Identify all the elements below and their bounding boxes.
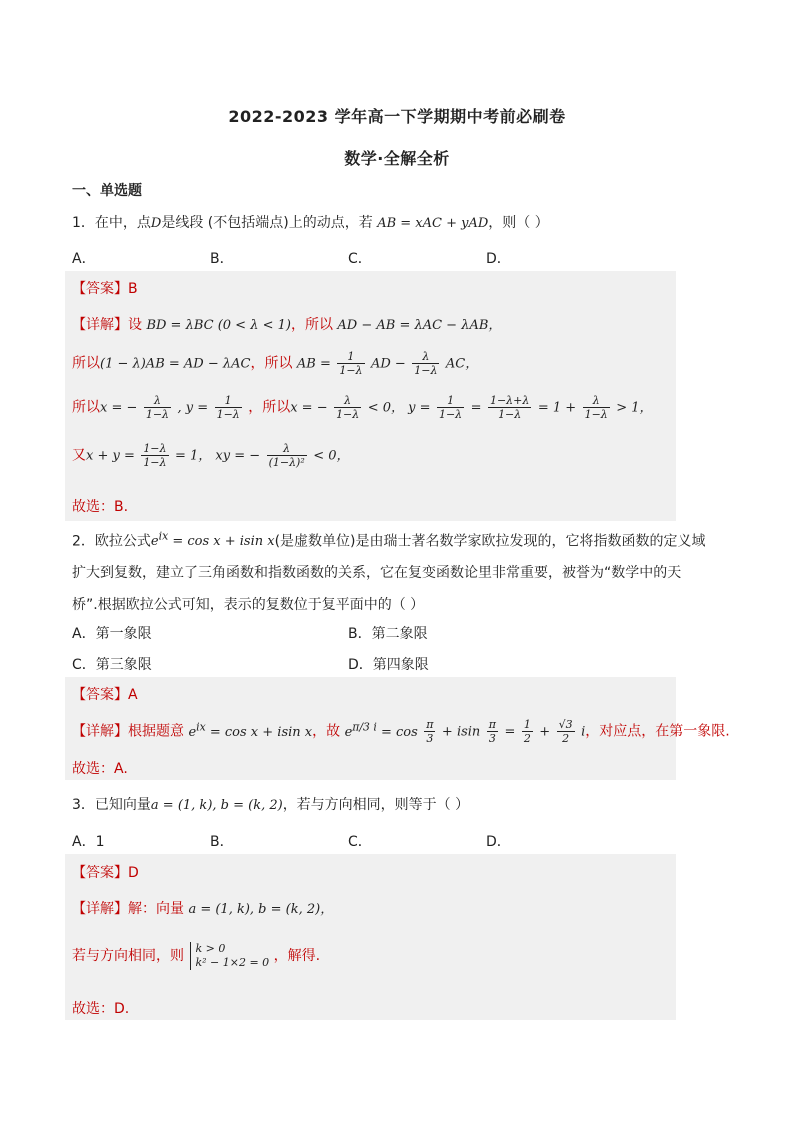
q3-option-a: A．1 [72, 834, 105, 850]
question-2-stem-line-2: 扩大到复数，建立了三角函数和指数函数的关系，它在复变函数论里非常重要，被誉为“数学中的天 [72, 565, 682, 581]
q3-choose: 故选：D. [72, 1001, 130, 1017]
q2-option-d: D．第四象限 [348, 657, 429, 673]
math-expr: a = (1, k), b = (k, 2)， [188, 902, 334, 917]
q1-detail-line-2: 所以(1 − λ)AB = AD − λAC，所以 AB = $\frac{1}{1-\lambda}$ AD − $\frac{\lambda}{1-\lambda}$ AC， [72, 350, 479, 377]
math-expr: $e^{ix} = \cos x + isin$ x [188, 720, 313, 740]
math-expr: (1 − λ)AB = AD − λAC [100, 356, 251, 372]
math-expr: = 1 + [537, 400, 577, 416]
fraction: $\frac{\lambda}{1-\lambda}$ [584, 394, 608, 421]
question-2-stem-line-3: 桥”.根据欧拉公式可知，表示的复数位于复平面中的（ ） [72, 597, 425, 613]
fraction: $\frac{1-\lambda}{1-\lambda}$ [143, 442, 167, 469]
math-expr: , y = [177, 400, 209, 416]
math-expr: = [504, 724, 516, 740]
math-expr: + [539, 724, 551, 740]
fraction: $\frac{1}{1-\lambda}$ [339, 350, 363, 377]
q1-detail-line-4: 又x + y = $\frac{1-\lambda}{1-\lambda}$ = 1， xy = − $\frac{\lambda}{\text{(1−λ)²}}$ < 0， [72, 442, 350, 469]
q2-option-b: B．第二象限 [348, 626, 428, 642]
q3-option-c: C． [348, 834, 372, 850]
equation-system: k > 0 k² − 1×2 = 0 [190, 942, 269, 970]
q2-choose: 故选：A. [72, 761, 128, 777]
math-expr: = 1， xy = − [174, 448, 261, 464]
fraction: $\frac{\lambda}{1-\lambda}$ [145, 394, 170, 421]
math-expr: BD = λBC (0 < λ < 1) [146, 318, 291, 333]
fraction: $\frac{1}{1-\lambda}$ [438, 394, 463, 421]
math-expr: a = (1, k), b = (k, 2) [150, 798, 283, 813]
section-heading: 一、单选题 [72, 183, 142, 199]
q3-answer: 【答案】D [72, 865, 139, 881]
math-expr: AB = xAC + yAD [377, 216, 489, 231]
fraction: $\frac{\pi}{3}$ [488, 718, 496, 745]
math-expr: i [581, 724, 586, 740]
question-3-stem: 3．已知向量a = (1, k), b = (k, 2)，若与方向相同，则等于（ ） [72, 797, 470, 813]
fraction: $\frac{\lambda}{\text{(1−λ)²}}$ [268, 442, 305, 469]
question-1-stem: 1．在中，点D是线段 (不包括端点)上的动点，若 AB = xAC + yAD，则（ ） [72, 215, 549, 231]
math-expr: x = − [290, 400, 328, 416]
question-2-stem-line-1: 2．欧拉公式$e^{ix} = \cos x + isin$ x(是虚数单位)是由瑞士著名数学家欧拉发现的，它将指数函数的定义域 [72, 530, 706, 550]
math-expr: AD − AB = λAC − λAB， [337, 318, 502, 333]
math-expr: = [470, 400, 482, 416]
q2-option-a: A．第一象限 [72, 626, 152, 642]
q3-solution-box [65, 854, 676, 1020]
page-title: 2022-2023 学年高一下学期期中考前必刷卷 [228, 107, 566, 126]
q3-option-b: B． [210, 834, 234, 850]
q1-option-b: B． [210, 251, 234, 267]
q1-choose: 故选：B. [72, 499, 129, 515]
q3-option-d: D． [486, 834, 511, 850]
fraction: $\frac{1}{2}$ [523, 718, 531, 745]
fraction: $\frac{\lambda}{1-\lambda}$ [414, 350, 438, 377]
q1-detail-line-3: 所以x = − $\frac{\lambda}{1-\lambda}$ , y = $\frac{1}{1-\lambda}$ ，所以x = − $\frac{\lambda}{1-\lambda}$ < 0， y = $\frac{1}{1-\lambda}$ = $\frac{1-\lambda+\lambda}{1-\lambda}$ = 1 + $\frac{\lambda}{1-\lambda}$ > 1， [72, 394, 653, 421]
q3-detail-line-2: 若与方向相同，则 k > 0 k² − 1×2 = 0 ，解得. [72, 942, 321, 969]
math-expr: AD − [370, 356, 406, 372]
fraction: $\frac{√3}{2}$ [558, 718, 573, 745]
page-subtitle: 数学·全解全析 [344, 149, 450, 168]
math-expr: $e^{\pi/3 i} = \cos$ [344, 720, 418, 740]
fraction: $\frac{\lambda}{1-\lambda}$ [336, 394, 360, 421]
q1-answer: 【答案】B [72, 281, 138, 297]
q3-detail-line-1: 【详解】解：向量 a = (1, k), b = (k, 2)， [72, 901, 334, 917]
q2-detail-line-1: 【详解】根据题意 $e^{ix} = \cos x + isin$ x，故 $e^{\pi/3 i} = \cos$ $\frac{\pi}{3}$ + isin $\frac{\pi}{3}$ = $\frac{1}{2}$ + $\frac{√3}{2}$ i，对应点，在第一象限. [72, 718, 730, 745]
fraction: $\frac{1}{1-\lambda}$ [216, 394, 240, 421]
fraction: $\frac{1-\lambda+\lambda}{1-\lambda}$ [489, 394, 530, 421]
q1-option-a: A． [72, 251, 96, 267]
math-expr: $e^{ix} = \cos x + isin$ x [150, 530, 275, 550]
math-expr: AB = [296, 356, 331, 372]
q1-option-c: C． [348, 251, 372, 267]
math-expr: D [150, 216, 162, 231]
q1-detail-line-1: 【详解】设 BD = λBC (0 < λ < 1)，所以 AD − AB = λAC − λAB， [72, 317, 502, 333]
math-expr: x = − [100, 400, 138, 416]
math-expr: AC， [445, 356, 479, 372]
fraction: $\frac{\pi}{3}$ [426, 718, 434, 745]
math-expr: x + y = [86, 448, 135, 464]
math-expr: > 1， [616, 400, 653, 416]
math-expr: < 0， y = [367, 400, 431, 416]
q1-option-d: D． [486, 251, 511, 267]
q2-option-c: C．第三象限 [72, 657, 152, 673]
math-expr: < 0， [313, 448, 350, 464]
q2-answer: 【答案】A [72, 687, 138, 703]
math-expr: + isin [441, 724, 481, 740]
